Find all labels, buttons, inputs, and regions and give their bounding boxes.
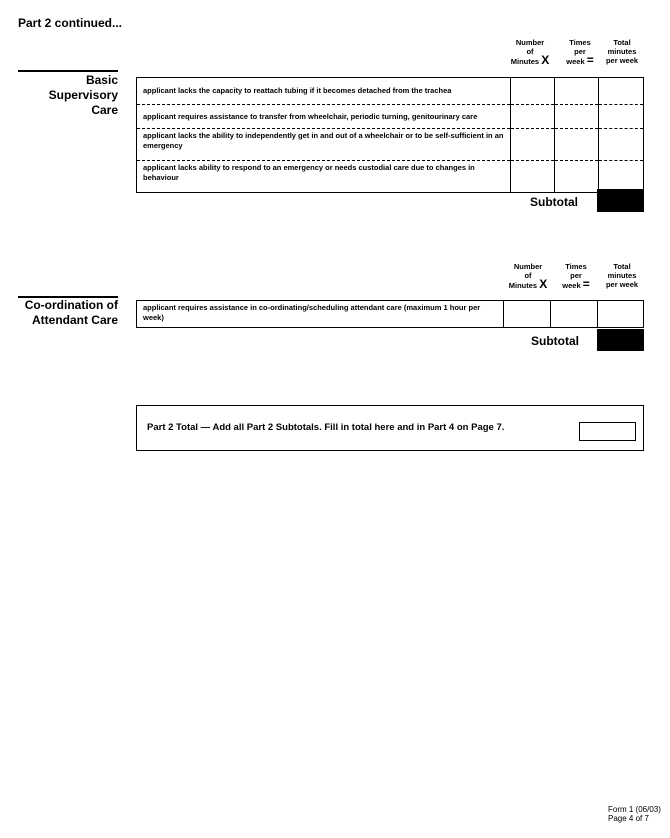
subtotal-box[interactable] bbox=[597, 329, 644, 351]
part-total-input[interactable] bbox=[579, 422, 636, 441]
section-rule bbox=[18, 70, 118, 72]
times-input[interactable] bbox=[555, 105, 599, 129]
total-input[interactable] bbox=[599, 129, 644, 161]
column-header-times: Times per week = bbox=[562, 262, 590, 291]
times-input[interactable] bbox=[555, 161, 599, 193]
minutes-input[interactable] bbox=[511, 105, 555, 129]
total-input[interactable] bbox=[598, 301, 644, 328]
page-number: Page 4 of 7 bbox=[608, 814, 649, 823]
form-number: Form 1 (06/03) bbox=[608, 805, 661, 814]
coordination-table bbox=[136, 300, 644, 328]
subtotal-label: Subtotal bbox=[530, 195, 578, 209]
table-row bbox=[137, 105, 644, 129]
total-input[interactable] bbox=[599, 78, 644, 105]
times-input[interactable] bbox=[551, 301, 598, 328]
multiply-sign: X bbox=[539, 277, 548, 291]
section-title-basic-supervisory: Basic Supervisory Care bbox=[48, 73, 118, 117]
column-header-times: Times per week = bbox=[566, 38, 594, 67]
table-row bbox=[137, 301, 644, 328]
row-description: applicant lacks ability to respond to an emergency or needs custodial care due to changes in behaviour bbox=[137, 161, 511, 193]
multiply-sign: X bbox=[541, 53, 550, 67]
minutes-input[interactable] bbox=[511, 161, 555, 193]
times-input[interactable] bbox=[555, 78, 599, 105]
table-row bbox=[137, 129, 644, 161]
total-input[interactable] bbox=[599, 105, 644, 129]
minutes-input[interactable] bbox=[504, 301, 551, 328]
form-footer bbox=[608, 805, 661, 823]
subtotal-label: Subtotal bbox=[531, 334, 579, 348]
total-input[interactable] bbox=[599, 161, 644, 193]
row-description: applicant lacks the capacity to reattach tubing if it becomes detached from the trachea bbox=[137, 78, 511, 105]
column-header-minutes: Number of Minutes X bbox=[508, 262, 548, 291]
minutes-input[interactable] bbox=[511, 129, 555, 161]
table-row bbox=[137, 161, 644, 193]
times-input[interactable] bbox=[555, 129, 599, 161]
column-header-total: Total minutes per week bbox=[605, 262, 639, 289]
section-title-coordination: Co-ordination of Attendant Care bbox=[24, 298, 118, 327]
basic-supervisory-table bbox=[136, 77, 644, 193]
subtotal-box[interactable] bbox=[597, 189, 644, 212]
equals-sign: = bbox=[586, 53, 594, 67]
column-header-minutes: Number of Minutes X bbox=[510, 38, 550, 67]
row-description: applicant requires assistance in co-ordinating/scheduling attendant care (maximum 1 hour per week) bbox=[137, 301, 504, 328]
part-total-instructions: Part 2 Total — Add all Part 2 Subtotals. Fill in total here and in Part 4 on Page 7. bbox=[147, 422, 505, 433]
table-row bbox=[137, 78, 644, 105]
part-total-panel bbox=[136, 405, 644, 451]
equals-sign: = bbox=[582, 277, 590, 291]
part-title: Part 2 continued... bbox=[18, 16, 123, 30]
row-description: applicant lacks the ability to independently get in and out of a wheelchair or to be self-sufficient in an emergency bbox=[137, 129, 511, 161]
minutes-input[interactable] bbox=[511, 78, 555, 105]
column-header-total: Total minutes per week bbox=[605, 38, 639, 65]
row-description: applicant requires assistance to transfer from wheelchair, periodic turning, genitourinary care bbox=[137, 105, 511, 129]
